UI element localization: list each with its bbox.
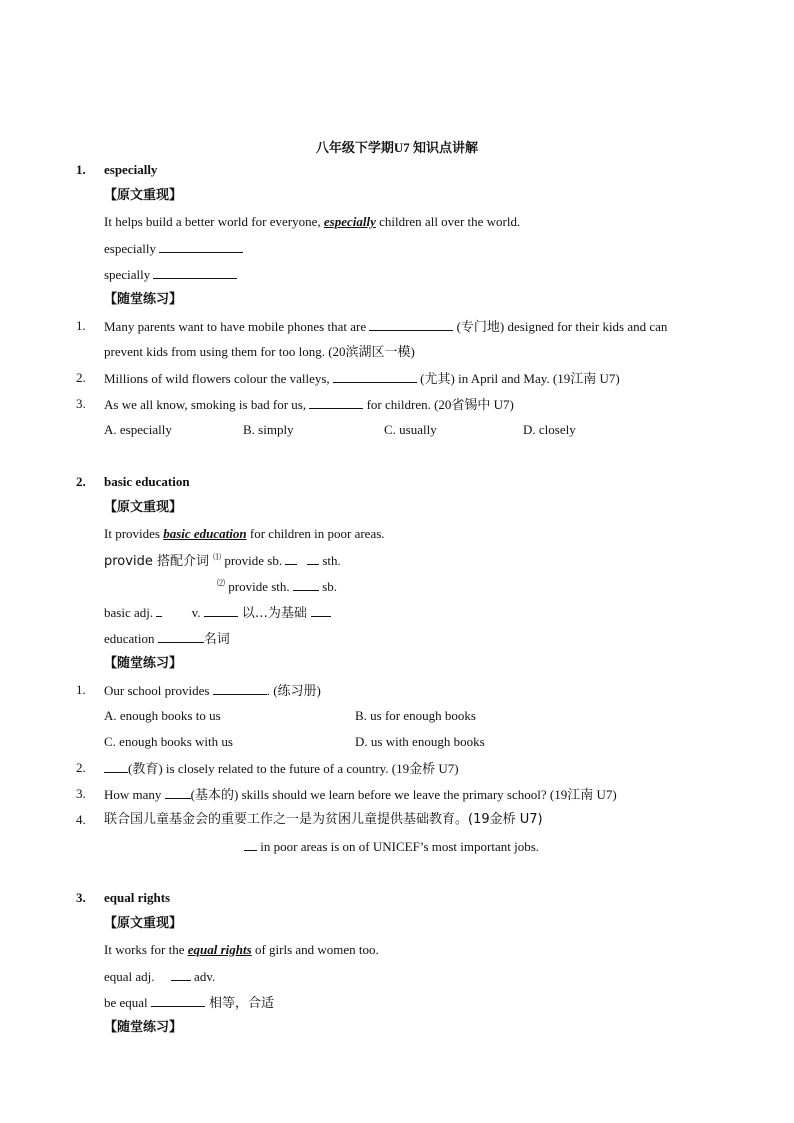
section-2-option-c[interactable]: C. enough books with us [104, 734, 233, 749]
answer-blank[interactable] [213, 682, 267, 695]
answer-blank[interactable] [309, 396, 363, 409]
equal-line: equal adj. adv. [104, 969, 216, 984]
section-3-original-label: 【原文重现】 [104, 916, 183, 931]
answer-blank[interactable] [311, 604, 331, 617]
section-2-option-d[interactable]: D. us with enough books [355, 734, 485, 749]
section-1-q3: As we all know, smoking is bad for us, for children. (20省锡中 U7) [104, 397, 514, 412]
answer-blank[interactable] [369, 318, 453, 331]
answer-blank[interactable] [153, 266, 237, 279]
answer-blank[interactable] [307, 552, 319, 565]
section-2-q3: How many (基本的) skills should we learn before we leave the primary school? (19江南 U7) [104, 787, 617, 802]
provide-line-1: provide 搭配介词 ⑴ provide sb. sth. [104, 552, 341, 569]
section-3-original-sentence: It works for the equal rights of girls and women too. [104, 942, 379, 957]
answer-blank[interactable] [158, 630, 204, 643]
question-number: 4. [76, 812, 86, 827]
section-1-option-a[interactable]: A. especially [104, 422, 172, 437]
question-number: 3. [76, 786, 86, 801]
section-1-practice-label: 【随堂练习】 [104, 292, 183, 307]
answer-blank[interactable] [204, 604, 238, 617]
answer-blank[interactable] [151, 994, 205, 1007]
keyword: basic education [163, 526, 247, 541]
basic-line: basic adj. v. 以…为基础 [104, 604, 331, 622]
section-1-option-c[interactable]: C. usually [384, 422, 437, 437]
answer-blank[interactable] [244, 838, 257, 851]
question-number: 1. [76, 682, 86, 697]
section-1-q2: Millions of wild flowers colour the valleys, (尤其) in April and May. (19江南 U7) [104, 371, 620, 386]
section-1-q1-continued: prevent kids from using them for too long. (20滨湖区一模) [104, 344, 415, 359]
provide-line-2: ⑵ provide sth. sb. [217, 578, 337, 594]
answer-blank[interactable] [285, 552, 297, 565]
page-title: 八年级下学期U7 知识点讲解 [315, 140, 479, 155]
section-3-heading: equal rights [104, 890, 171, 905]
section-1-option-d[interactable]: D. closely [523, 422, 576, 437]
education-line: education 名词 [104, 631, 230, 647]
answer-blank[interactable] [165, 786, 191, 799]
section-2-q4: 联合国儿童基金会的重要工作之一是为贫困儿童提供基础教育。(19金桥 U7) [104, 812, 543, 827]
section-2-q1: Our school provides . (练习册) [104, 683, 321, 698]
section-1-option-b[interactable]: B. simply [243, 422, 294, 437]
section-2-number: 2. [76, 474, 86, 489]
section-1-original-label: 【原文重现】 [104, 188, 183, 203]
question-number: 1. [76, 318, 86, 333]
section-1-q1: Many parents want to have mobile phones that are (专门地) designed for their kids and can [104, 319, 668, 334]
answer-blank[interactable] [171, 968, 191, 981]
section-2-option-b[interactable]: B. us for enough books [355, 708, 476, 723]
answer-blank[interactable] [333, 370, 417, 383]
section-2-practice-label: 【随堂练习】 [104, 656, 183, 671]
section-2-q2: (教育) is closely related to the future of a country. (19金桥 U7) [104, 760, 459, 777]
section-3-practice-label: 【随堂练习】 [104, 1020, 183, 1035]
section-1-line-b: specially [104, 266, 237, 283]
section-2-original-sentence: It provides basic education for children in poor areas. [104, 526, 385, 541]
answer-blank[interactable] [104, 760, 128, 773]
answer-blank[interactable] [159, 240, 243, 253]
section-1-original-sentence: It helps build a better world for everyone, especially children all over the world. [104, 214, 521, 229]
keyword: equal rights [187, 942, 252, 957]
answer-blank[interactable] [293, 578, 319, 591]
section-1-line-a: especially [104, 240, 243, 257]
section-1-number: 1. [76, 162, 86, 177]
question-number: 2. [76, 370, 86, 385]
section-2-heading: basic education [104, 474, 190, 489]
question-number: 2. [76, 760, 86, 775]
section-1-heading: especially [104, 162, 158, 177]
keyword: especially [323, 214, 376, 229]
section-2-original-label: 【原文重现】 [104, 500, 183, 515]
section-2-option-a[interactable]: A. enough books to us [104, 708, 221, 723]
be-equal-line: be equal 相等，合适 [104, 995, 275, 1011]
section-3-number: 3. [76, 890, 86, 905]
section-2-q4-line: in poor areas is on of UNICEF’s most important jobs. [244, 838, 539, 855]
answer-blank[interactable] [156, 604, 162, 617]
question-number: 3. [76, 396, 86, 411]
